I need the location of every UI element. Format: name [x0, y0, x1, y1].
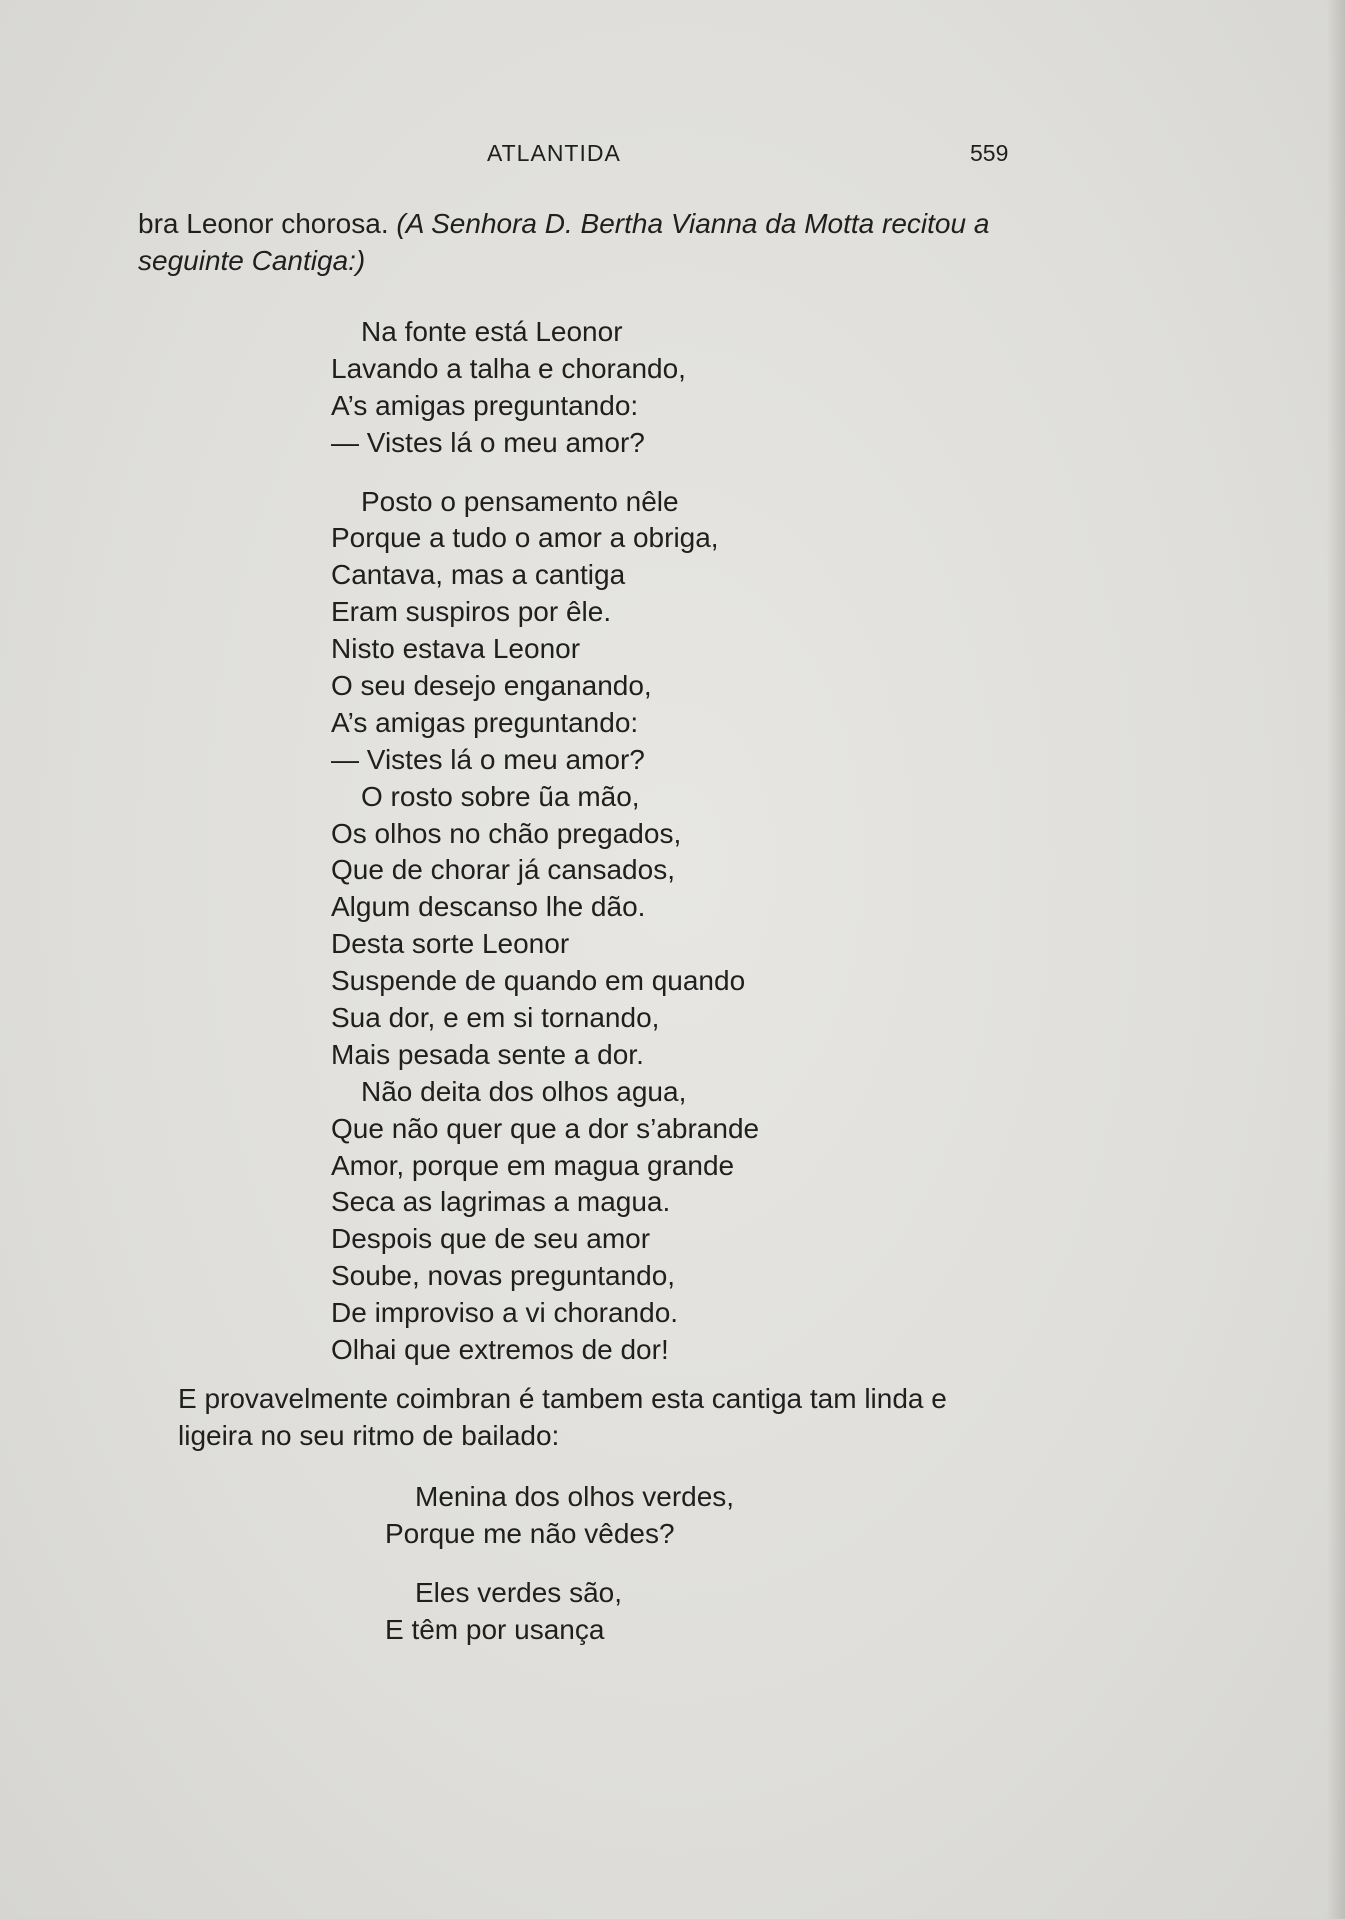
verse-line: Não deita dos olhos agua,	[361, 1075, 687, 1107]
verse-line: Olhai que extremos de dor!	[331, 1334, 669, 1366]
verse-line: De improviso a vi chorando.	[331, 1297, 679, 1329]
intro-paragraph	[138, 205, 1008, 279]
verse-line: Eram suspiros por êle.	[331, 596, 612, 628]
intro-text: bra Leonor chorosa.	[138, 208, 397, 239]
verse-line: O seu desejo enganando,	[331, 670, 652, 702]
body-paragraph	[138, 1380, 1008, 1454]
page-edge-shadow	[1327, 0, 1345, 1919]
page-number: 559	[970, 140, 1009, 166]
verse-line: Algum descanso lhe dão.	[331, 891, 646, 923]
verse-line: Suspende de quando em quando	[331, 965, 746, 997]
verse-line: Nisto estava Leonor	[331, 633, 581, 665]
stanza-1	[331, 314, 759, 462]
verse-line: Desta sorte Leonor	[331, 928, 570, 960]
running-header-title: ATLANTIDA	[487, 140, 621, 166]
verse-line: Lavando a talha e chorando,	[331, 352, 686, 384]
verse-line: Porque me não vêdes?	[385, 1517, 675, 1549]
stanza-2	[331, 484, 759, 1369]
verse-line: Sua dor, e em si tornando,	[331, 1002, 660, 1034]
verse-line: Posto o pensamento nêle	[361, 485, 679, 517]
paragraph-text: E provavelmente coimbran é tambem esta cantiga tam linda e ligeira no seu ritmo de bailado:	[178, 1383, 947, 1451]
stanza-2	[385, 1575, 734, 1649]
verse-line: Que não quer que a dor s’abrande	[331, 1112, 760, 1144]
verse-line: — Vistes lá o meu amor?	[331, 426, 645, 458]
verse-line: Amor, porque em magua grande	[331, 1149, 735, 1181]
intro-italic: (A Senhora D. Bertha Vianna da Motta recitou a seguinte Cantiga:)	[138, 208, 990, 276]
verse-line: Os olhos no chão pregados,	[331, 817, 682, 849]
poem-menina-olhos-verdes	[385, 1479, 734, 1649]
poem-cantiga-leonor	[331, 314, 759, 1369]
verse-line: Eles verdes são,	[415, 1576, 622, 1608]
verse-line: A’s amigas preguntando:	[331, 389, 639, 421]
verse-line: Mais pesada sente a dor.	[331, 1038, 644, 1070]
verse-line: A’s amigas preguntando:	[331, 706, 639, 738]
verse-line: Seca as lagrimas a magua.	[331, 1186, 671, 1218]
verse-line: Porque a tudo o amor a obriga,	[331, 522, 719, 554]
verse-line: E têm por usança	[385, 1613, 605, 1645]
verse-line: Cantava, mas a cantiga	[331, 559, 626, 591]
verse-line: O rosto sobre ũa mão,	[361, 780, 640, 812]
verse-line: — Vistes lá o meu amor?	[331, 743, 645, 775]
verse-line: Na fonte está Leonor	[361, 316, 623, 347]
verse-line: Soube, novas preguntando,	[331, 1260, 676, 1292]
verse-line: Que de chorar já cansados,	[331, 854, 675, 886]
stanza-1	[385, 1479, 734, 1553]
verse-line: Menina dos olhos verdes,	[415, 1481, 735, 1512]
verse-line: Despois que de seu amor	[331, 1223, 651, 1255]
